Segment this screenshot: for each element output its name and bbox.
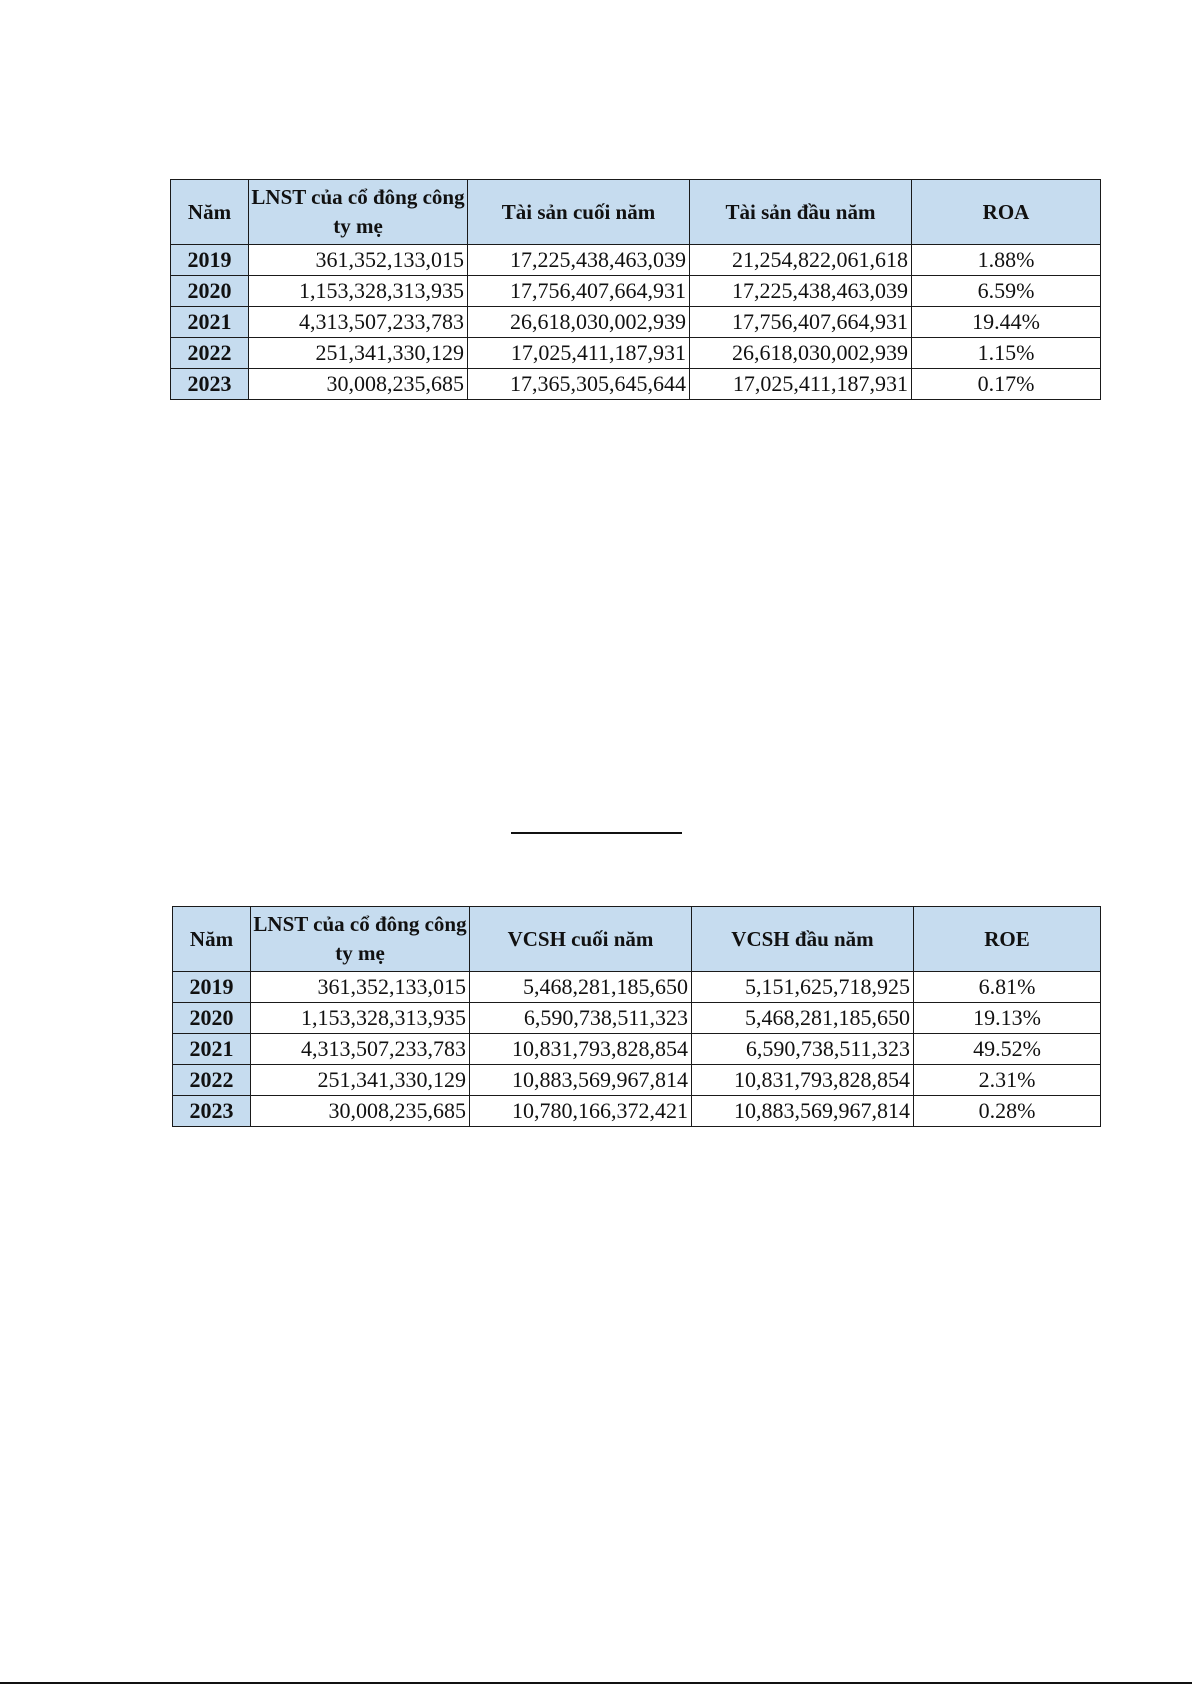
equity-begin-cell: 5,468,281,185,650 [692, 1003, 914, 1034]
net-profit-cell: 1,153,328,313,935 [249, 276, 468, 307]
roa-cell: 19.44% [912, 307, 1101, 338]
net-profit-cell: 4,313,507,233,783 [249, 307, 468, 338]
roa-cell: 1.88% [912, 245, 1101, 276]
net-profit-cell: 1,153,328,313,935 [251, 1003, 470, 1034]
equity-begin-cell: 5,151,625,718,925 [692, 972, 914, 1003]
net-profit-cell: 361,352,133,015 [249, 245, 468, 276]
header-equity-end: VCSH cuối năm [470, 907, 692, 972]
equity-begin-cell: 10,883,569,967,814 [692, 1096, 914, 1127]
year-cell: 2022 [171, 338, 249, 369]
equity-end-cell: 10,883,569,967,814 [470, 1065, 692, 1096]
assets-end-cell: 26,618,030,002,939 [468, 307, 690, 338]
table-header-row [171, 180, 1101, 245]
year-cell: 2019 [171, 245, 249, 276]
net-profit-cell: 4,313,507,233,783 [251, 1034, 470, 1065]
equity-end-cell: 6,590,738,511,323 [470, 1003, 692, 1034]
header-year: Năm [173, 907, 251, 972]
assets-end-cell: 17,365,305,645,644 [468, 369, 690, 400]
table-row [171, 369, 1101, 400]
header-net-profit: LNST của cổ đông công ty mẹ [249, 180, 468, 245]
table-row [173, 1034, 1101, 1065]
year-cell: 2020 [171, 276, 249, 307]
table-row [171, 307, 1101, 338]
table-row [173, 1096, 1101, 1127]
header-assets-begin: Tài sản đầu năm [690, 180, 912, 245]
year-cell: 2021 [171, 307, 249, 338]
roa-cell: 6.59% [912, 276, 1101, 307]
equity-begin-cell: 10,831,793,828,854 [692, 1065, 914, 1096]
assets-end-cell: 17,756,407,664,931 [468, 276, 690, 307]
roe-cell: 49.52% [914, 1034, 1101, 1065]
table-row [171, 245, 1101, 276]
separator-line [511, 832, 682, 834]
roe-cell: 19.13% [914, 1003, 1101, 1034]
net-profit-cell: 30,008,235,685 [251, 1096, 470, 1127]
net-profit-cell: 361,352,133,015 [251, 972, 470, 1003]
roe-cell: 2.31% [914, 1065, 1101, 1096]
assets-begin-cell: 26,618,030,002,939 [690, 338, 912, 369]
year-cell: 2023 [171, 369, 249, 400]
net-profit-cell: 251,341,330,129 [251, 1065, 470, 1096]
roa-cell: 0.17% [912, 369, 1101, 400]
year-cell: 2019 [173, 972, 251, 1003]
equity-begin-cell: 6,590,738,511,323 [692, 1034, 914, 1065]
net-profit-cell: 251,341,330,129 [249, 338, 468, 369]
header-equity-begin: VCSH đầu năm [692, 907, 914, 972]
roe-table [172, 906, 1101, 1127]
roe-cell: 0.28% [914, 1096, 1101, 1127]
roa-cell: 1.15% [912, 338, 1101, 369]
assets-end-cell: 17,025,411,187,931 [468, 338, 690, 369]
year-cell: 2023 [173, 1096, 251, 1127]
header-roe: ROE [914, 907, 1101, 972]
assets-begin-cell: 17,225,438,463,039 [690, 276, 912, 307]
table-row [173, 1003, 1101, 1034]
equity-end-cell: 5,468,281,185,650 [470, 972, 692, 1003]
header-assets-end: Tài sản cuối năm [468, 180, 690, 245]
header-net-profit: LNST của cổ đông công ty mẹ [251, 907, 470, 972]
year-cell: 2022 [173, 1065, 251, 1096]
net-profit-cell: 30,008,235,685 [249, 369, 468, 400]
roa-table [170, 179, 1101, 400]
footer-rule [0, 1682, 1192, 1684]
year-cell: 2021 [173, 1034, 251, 1065]
year-cell: 2020 [173, 1003, 251, 1034]
table-row [171, 276, 1101, 307]
table-row [173, 972, 1101, 1003]
assets-begin-cell: 17,756,407,664,931 [690, 307, 912, 338]
equity-end-cell: 10,831,793,828,854 [470, 1034, 692, 1065]
assets-begin-cell: 17,025,411,187,931 [690, 369, 912, 400]
roe-cell: 6.81% [914, 972, 1101, 1003]
header-roa: ROA [912, 180, 1101, 245]
assets-begin-cell: 21,254,822,061,618 [690, 245, 912, 276]
table-header-row [173, 907, 1101, 972]
table-row [173, 1065, 1101, 1096]
table-row [171, 338, 1101, 369]
assets-end-cell: 17,225,438,463,039 [468, 245, 690, 276]
header-year: Năm [171, 180, 249, 245]
equity-end-cell: 10,780,166,372,421 [470, 1096, 692, 1127]
